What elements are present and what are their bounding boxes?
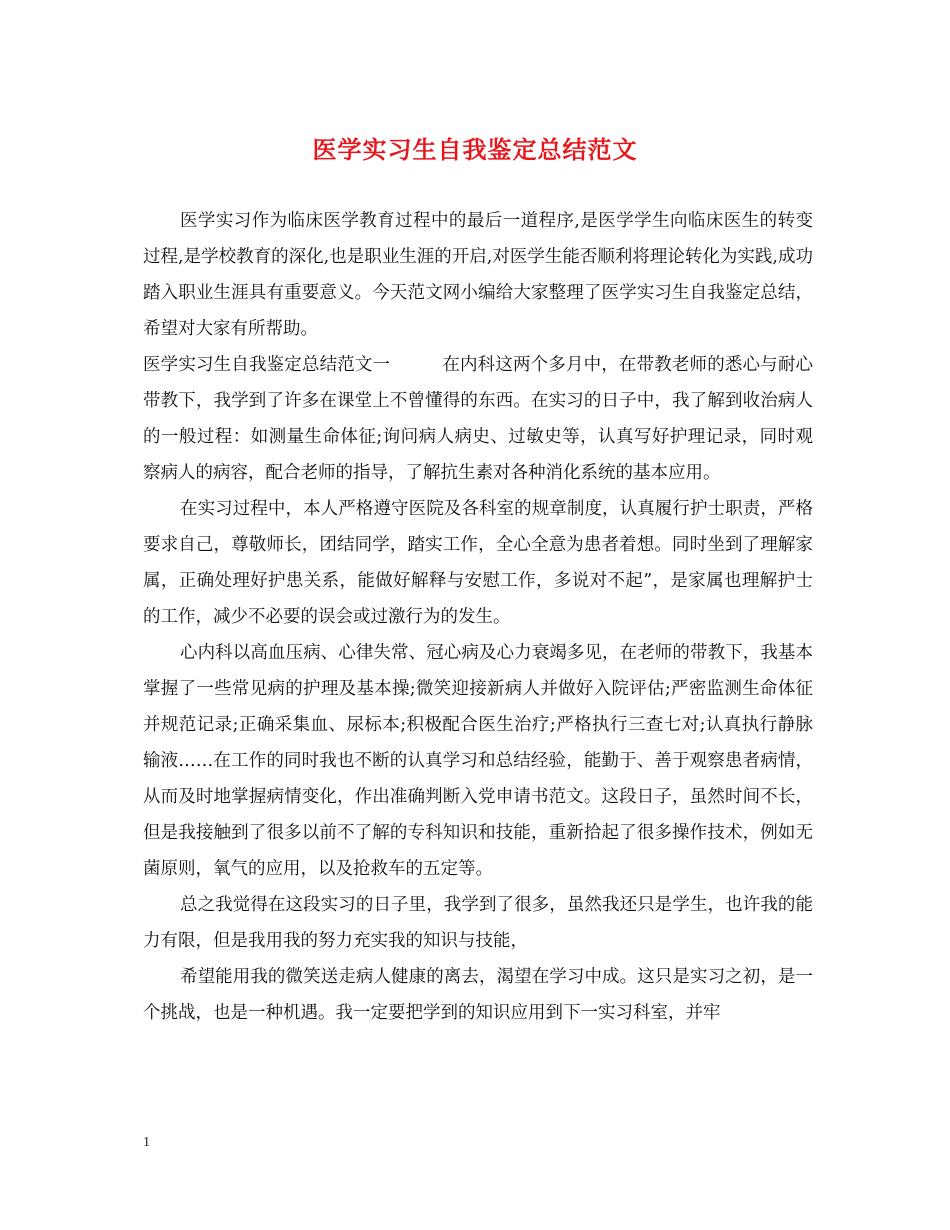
section-first-text: 在内科这两个多月中，在带教老师的悉心与耐心带教下，我学到了许多在课堂上不曾懂得的东西。在实习的日子中，我了解到收治病人的一般过程：如测量生命体征;询问病人病史、过敏史等，认真写好护理记录，同时观察病人的病容，配合老师的指导，了解抗生素对各种消化系统的基本应用。 <box>143 355 814 483</box>
intro-paragraph: 医学实习作为临床医学教育过程中的最后一道程序,是医学学生向临床医生的转变过程,是学校教育的深化,也是职业生涯的开启,对医学生能否顺利将理论转化为实践,成功踏入职业生涯具有重要意义。今天范文网小编给大家整理了医学实习生自我鉴定总结，希望对大家有所帮助。 <box>143 211 813 339</box>
document-body <box>143 203 813 1031</box>
document-title: 医学实习生自我鉴定总结范文 <box>312 135 638 164</box>
paragraph-5: 希望能用我的微笑送走病人健康的离去，渴望在学习中成。这只是实习之初，是一个挑战，也是一种机遇。我一定要把学到的知识应用到下一实习科室，并牢 <box>143 967 813 1023</box>
paragraph-4: 总之我觉得在这段实习的日子里，我学到了很多，虽然我还只是学生，也许我的能力有限，但是我用我的努力充实我的知识与技能， <box>143 895 813 951</box>
page-number: 1 <box>143 1135 150 1150</box>
paragraph-2: 在实习过程中，本人严格遵守医院及各科室的规章制度，认真履行护士职责，严格要求自己，尊敬师长，团结同学，踏实工作，全心全意为患者着想。同时坐到了理解家属，正确处理好护患关系，能做好解释与安慰工作，多说对不起”，是家属也理解护士的工作，减少不必要的误会或过激行为的发生。 <box>143 499 813 627</box>
paragraph-3: 心内科以高血压病、心律失常、冠心病及心力衰竭多见，在老师的带教下，我基本掌握了一些常见病的护理及基本操;微笑迎接新病人并做好入院评估;严密监测生命体征并规范记录;正确采集血、尿标本;积极配合医生治疗;严格执行三查七对;认真执行静脉输液……在工作的同时我也不断的认真学习和总结经验，能勤于、善于观察患者病情，从而及时地掌握病情变化，作出准确判断入党申请书范文。这段日子，虽然时间不长，但是我接触到了很多以前不了解的专科知识和技能，重新拾起了很多操作技术，例如无菌原则，氧气的应用，以及抢救车的五定等。 <box>143 643 813 879</box>
section-paragraph <box>143 347 813 491</box>
section-heading: 医学实习生自我鉴定总结范文一 <box>143 355 391 375</box>
